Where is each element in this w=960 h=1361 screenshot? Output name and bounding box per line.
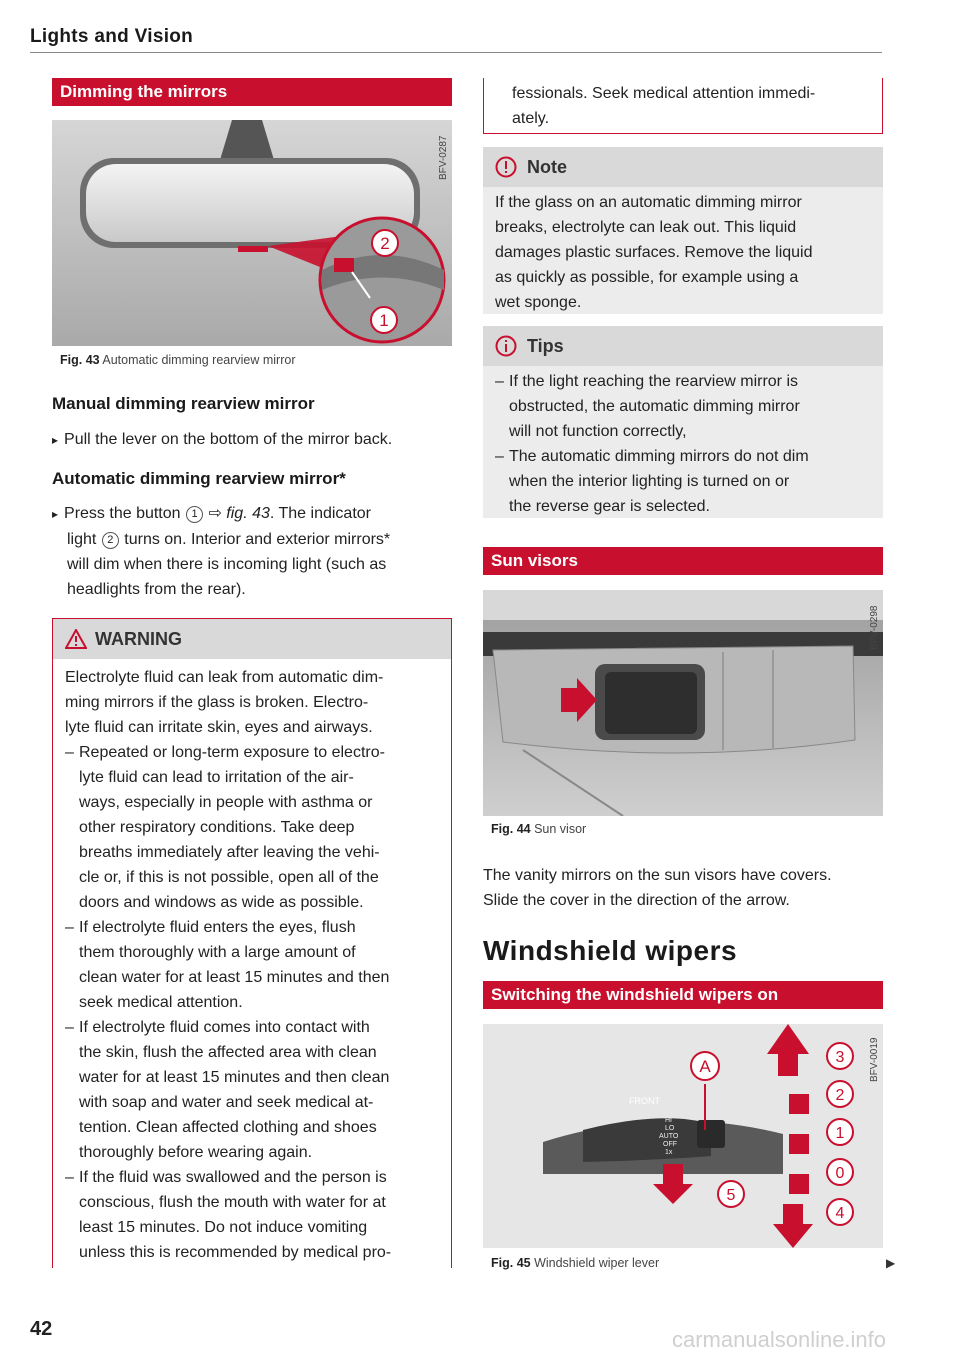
warning-item-1-line: doors and windows as wide as possible. — [79, 894, 364, 911]
note-body — [483, 187, 883, 315]
sun-visor-text — [483, 863, 832, 913]
auto-p5: will dim when there is incoming light (such as — [67, 556, 387, 573]
fig45-callout-1: 1 — [835, 1125, 845, 1142]
tips-item-1-line: obstructed, the automatic dimming mirror — [509, 398, 800, 415]
warning-item-3 — [65, 1015, 439, 1165]
arrow-down-icon — [773, 1204, 813, 1248]
arrow-up-icon — [767, 1024, 809, 1076]
fig45-caption-text: Windshield wiper lever — [534, 1256, 660, 1270]
fig45-callout-0: 0 — [835, 1165, 845, 1182]
warning-item-3-line: the skin, flush the affected area with clean — [79, 1044, 377, 1061]
warning-item-1-line: lyte fluid can lead to irritation of the air- — [79, 769, 354, 786]
note-panel — [483, 147, 883, 314]
fig43-code: BFV-0287 — [438, 135, 449, 180]
fig43-label: Fig. 43 — [60, 353, 100, 367]
rearview-mirror-illustration — [52, 120, 452, 346]
figure-44 — [483, 590, 883, 816]
fig45-callout-2: 2 — [835, 1087, 845, 1104]
tips-title: Tips — [527, 335, 564, 356]
figure-43 — [52, 120, 452, 346]
wiper-lever-illustration — [483, 1024, 883, 1248]
warning-item-4-line: conscious, flush the mouth with water for at — [79, 1194, 386, 1211]
fig44-caption — [491, 822, 586, 836]
auto-p4: turns on. Interior and exterior mirrors* — [124, 531, 391, 548]
auto-p3: light — [67, 531, 97, 548]
fig45-code: BFV-0019 — [869, 1037, 880, 1082]
sun-visor-illustration — [483, 590, 883, 816]
automatic-dimming-text — [52, 501, 452, 602]
page-header-title: Lights and Vision — [30, 26, 194, 47]
warning-item-3-line: thoroughly before wearing again. — [79, 1144, 313, 1161]
watermark: carmanualsonline.info — [672, 1327, 887, 1352]
fig43-callout-2: 2 — [380, 234, 390, 253]
continue-arrow-icon: ▶ — [886, 1256, 896, 1270]
warning-item-4-line: – If the fluid was swallowed and the person is — [79, 1169, 387, 1186]
fig45-caption — [491, 1256, 659, 1270]
lever-label-lo: LO — [665, 1125, 675, 1132]
tips-item-1-line: – If the light reaching the rearview mirror is — [509, 373, 798, 390]
auto-p1: Press the button — [64, 505, 181, 522]
tips-item-2-line: – The automatic dimming mirrors do not dim — [509, 448, 809, 465]
callout-2-inline: 2 — [102, 532, 119, 549]
tips-item-2 — [495, 444, 871, 519]
tips-body — [483, 366, 883, 519]
fig44-label: Fig. 44 — [491, 822, 531, 836]
warning-item-1-line: ways, especially in people with asthma or — [79, 794, 373, 811]
warning-item-1-line: breaths immediately after leaving the vehi- — [79, 844, 380, 861]
fig43-caption-text: Automatic dimming rearview mirror — [102, 353, 296, 367]
fig44-code: BFV-0298 — [869, 605, 880, 650]
section-sun-visors: Sun visors — [483, 547, 883, 575]
tips-item-2-line: the reverse gear is selected. — [509, 498, 710, 515]
callout-1-inline: 1 — [186, 506, 203, 523]
tips-item-2-line: when the interior lighting is turned on or — [509, 473, 790, 490]
note-line: as quickly as possible, for example using a — [495, 269, 799, 286]
manual-dimming-text: ▸ Pull the lever on the bottom of the mirror back. — [52, 427, 392, 453]
tips-item-1 — [495, 369, 871, 444]
warning-item-4 — [65, 1165, 439, 1265]
tips-item-1-line: will not function correctly, — [509, 423, 687, 440]
note-header — [483, 147, 883, 187]
tips-panel — [483, 326, 883, 518]
warning-intro-0: Electrolyte fluid can leak from automatic dim- — [65, 669, 384, 686]
page-number: 42 — [30, 1318, 53, 1340]
warning-item-1-line: – Repeated or long-term exposure to electro- — [79, 744, 385, 761]
lever-label-auto: AUTO — [659, 1133, 679, 1140]
sun-visor-line: The vanity mirrors on the sun visors have covers. — [483, 867, 832, 884]
note-exclamation-icon — [495, 156, 517, 178]
fig45-label: Fig. 45 — [491, 1256, 531, 1270]
warning-item-4-line: least 15 minutes. Do not induce vomiting — [79, 1219, 368, 1236]
auto-p2: . The indicator — [269, 505, 371, 522]
windshield-wipers-heading: Windshield wipers — [483, 935, 738, 966]
warning-item-2-line: seek medical attention. — [79, 994, 243, 1011]
fig43-callout-1: 1 — [379, 311, 389, 330]
sun-visor-line: Slide the cover in the direction of the arrow. — [483, 892, 790, 909]
lever-label-off: OFF — [663, 1141, 677, 1148]
lever-label-1x: 1x — [665, 1149, 673, 1156]
warning-item-2-line: them thoroughly with a large amount of — [79, 944, 356, 961]
fig45-callout-A: A — [699, 1057, 711, 1076]
warning-item-1 — [65, 740, 439, 915]
figure-45 — [483, 1024, 883, 1248]
header-rule — [30, 52, 882, 53]
fig45-callout-3: 3 — [835, 1049, 845, 1066]
warning-intro-2: lyte fluid can irritate skin, eyes and airways. — [65, 719, 373, 736]
note-line: damages plastic surfaces. Remove the liquid — [495, 244, 813, 261]
warning-header — [53, 619, 451, 659]
tips-info-icon — [495, 335, 517, 357]
warning-intro-1: ming mirrors if the glass is broken. Electro- — [65, 694, 369, 711]
note-title: Note — [527, 156, 567, 177]
tips-header — [483, 326, 883, 366]
warning-panel — [52, 618, 452, 1268]
warning-item-4-line: unless this is recommended by medical pro- — [79, 1244, 392, 1261]
auto-p6: headlights from the rear). — [67, 581, 246, 598]
lever-label-front: FRONT — [629, 1096, 660, 1106]
warning-triangle-icon — [65, 629, 87, 649]
warning-item-2 — [65, 915, 439, 1015]
warning-item-2-line: – If electrolyte fluid enters the eyes, flush — [79, 919, 356, 936]
warning-item-3-line: with soap and water and seek medical at- — [79, 1094, 374, 1111]
automatic-dimming-heading: Automatic dimming rearview mirror* — [52, 469, 346, 488]
section-switching-wipers: Switching the windshield wipers on — [483, 981, 883, 1009]
fig44-caption-text: Sun visor — [534, 822, 587, 836]
warning-body — [53, 659, 451, 1265]
lever-label-hi: HI — [665, 1117, 672, 1124]
warning-item-3-line: – If electrolyte fluid comes into contact with — [79, 1019, 370, 1036]
fig45-callout-4: 4 — [835, 1205, 845, 1222]
warning-item-1-line: other respiratory conditions. Take deep — [79, 819, 355, 836]
fig45-callout-5: 5 — [726, 1187, 736, 1204]
warning-continuation — [483, 78, 883, 134]
warning-title-text: WARNING — [95, 628, 182, 649]
note-line: If the glass on an automatic dimming mirror — [495, 194, 802, 211]
fig43-caption — [60, 353, 296, 367]
warning-item-2-line: clean water for at least 15 minutes and then — [79, 969, 390, 986]
continuation-line-0: fessionals. Seek medical attention immedi- — [512, 85, 816, 102]
fig43-ref[interactable]: ⇨ fig. 43 — [208, 505, 270, 522]
continuation-line-1: ately. — [512, 110, 550, 127]
note-line: breaks, electrolyte can leak out. This liquid — [495, 219, 797, 236]
warning-item-3-line: water for at least 15 minutes and then clean — [79, 1069, 390, 1086]
warning-item-3-line: tention. Clean affected clothing and shoes — [79, 1119, 377, 1136]
section-dimming-mirrors: Dimming the mirrors — [52, 78, 452, 106]
warning-item-1-line: cle or, if this is not possible, open all of the — [79, 869, 379, 886]
manual-dimming-heading: Manual dimming rearview mirror — [52, 394, 315, 413]
note-line: wet sponge. — [495, 294, 582, 311]
